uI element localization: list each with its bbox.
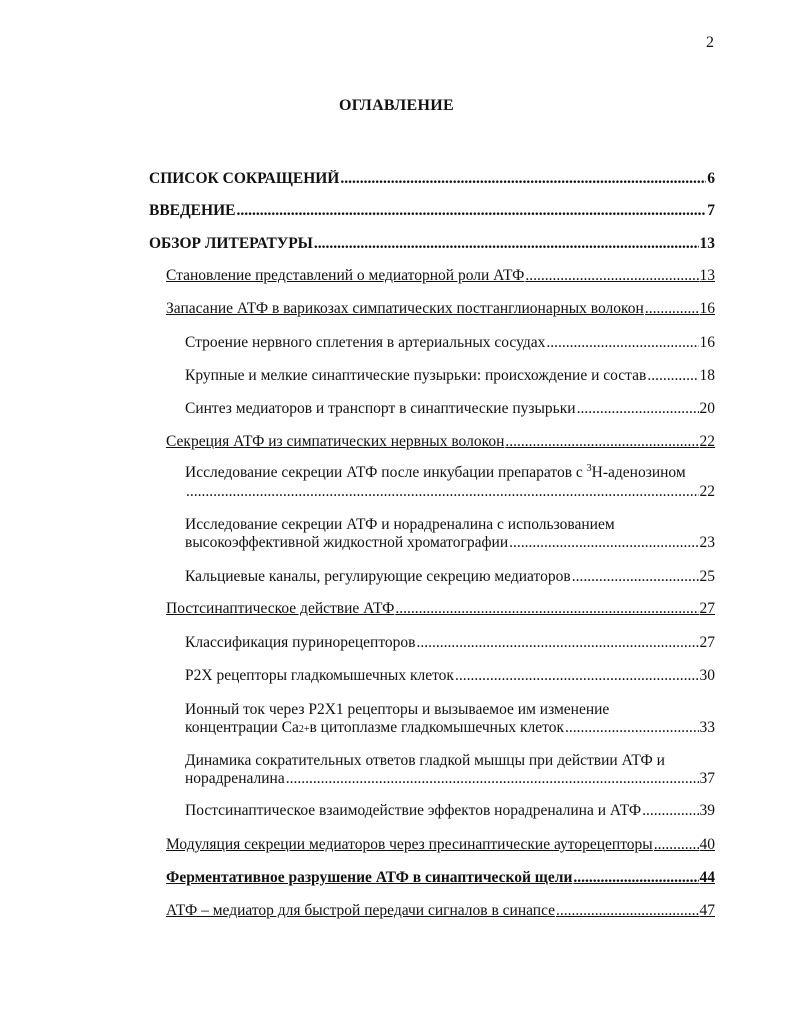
toc-page-number: 16: [699, 300, 715, 317]
toc-entry-synthesis-transport: Синтез медиаторов и транспорт в синаптические пузырьки ..... 20: [185, 400, 715, 418]
toc-page-number: 23: [699, 534, 715, 551]
toc-entry-enzymatic-degradation: Ферментативное разрушение АТФ в синаптической щели ..... 44: [166, 869, 715, 887]
toc-entry-mediator-role: Становление представлений о медиаторной роли АТФ ..... 13: [166, 267, 715, 285]
toc-entry-introduction: ВВЕДЕНИЕ ..... 7: [149, 202, 715, 220]
toc-page-number: 27: [699, 600, 715, 617]
toc-page-number: 7: [707, 202, 715, 219]
toc-entry-fast-transmission: АТФ – медиатор для быстрой передачи сигналов в синапсе ..... 47: [166, 902, 715, 920]
toc-entry-nerve-plexus: Строение нервного сплетения в артериальных сосудах ..... 16: [185, 334, 715, 352]
toc-page-number: 6: [707, 170, 715, 187]
toc-entry-postsynaptic-action: Постсинаптическое действие АТФ ..... 27: [166, 600, 715, 618]
toc-page-number: 27: [699, 634, 715, 651]
toc-page-number: 30: [699, 667, 715, 684]
toc-entry-vesicles: Крупные и мелкие синаптические пузырьки: происхождение и состав ..... 18: [185, 367, 715, 385]
toc-page-number: 25: [699, 568, 715, 585]
toc-page-number: 16: [699, 334, 715, 351]
toc-page-number: 44: [699, 869, 715, 886]
toc-entry-postsynaptic-interaction: Постсинаптическое взаимодействие эффектов норадреналина и АТФ ..... 39: [185, 802, 715, 820]
toc-page-number: 22: [699, 433, 715, 450]
toc-entry-calcium-channels: Кальциевые каналы, регулирующие секрецию медиаторов ..... 25: [185, 568, 715, 586]
toc-page-number: 13: [699, 235, 715, 252]
toc-page-number: 18: [699, 367, 715, 384]
toc-entry-ion-current: Ионный ток через P2X1 рецепторы и вызываемое им изменение концентрации Са 2+ в цитоплазме гладкомышечных клеток ..... 33: [185, 701, 715, 737]
toc-entry-hplc: Исследование секреции АТФ и норадреналина с использованием высокоэффективной жидкостной хроматографии ..... 23: [185, 516, 715, 552]
toc-entry-contraction-dynamics: Динамика сократительных ответов гладкой мышцы при действии АТФ и норадреналина ..... 37: [185, 752, 715, 788]
toc-page-number: 33: [699, 719, 715, 736]
toc-entry-p2x-receptors: P2X рецепторы гладкомышечных клеток ..... 30: [185, 667, 715, 685]
toc-page-number: 37: [699, 770, 715, 787]
toc-entry-presynaptic-modulation: Модуляция секреции медиаторов через пресинаптические ауторецепторы ..... 40: [166, 836, 715, 854]
toc-title: ОГЛАВЛЕНИЕ: [339, 97, 454, 114]
toc-page-number: 47: [699, 902, 715, 919]
toc-page-number: 20: [699, 400, 715, 417]
toc-entry-purinoreceptors: Классификация пуринорецепторов ..... 27: [185, 634, 715, 652]
toc-page-number: 13: [699, 267, 715, 284]
toc-page-number: 40: [699, 836, 715, 853]
toc-entry-adenosine-incubation: Исследование секреции АТФ после инкубации препаратов с $^3$Н-аденозином ..... 22: [185, 464, 715, 501]
toc-page-number: 39: [699, 802, 715, 819]
toc-entry-abbreviations: СПИСОК СОКРАЩЕНИЙ ..... 6: [149, 170, 715, 188]
toc-entry-literature-review: ОБЗОР ЛИТЕРАТУРЫ ..... 13: [149, 235, 715, 253]
toc-entry-atp-storage: Запасание АТФ в варикозах симпатических постганглионарных волокон ..... 16: [166, 300, 715, 318]
toc-entry-atp-secretion: Секреция АТФ из симпатических нервных волокон ..... 22: [166, 433, 715, 451]
toc-page-number: 22: [699, 483, 715, 500]
page-number: 2: [706, 34, 714, 51]
